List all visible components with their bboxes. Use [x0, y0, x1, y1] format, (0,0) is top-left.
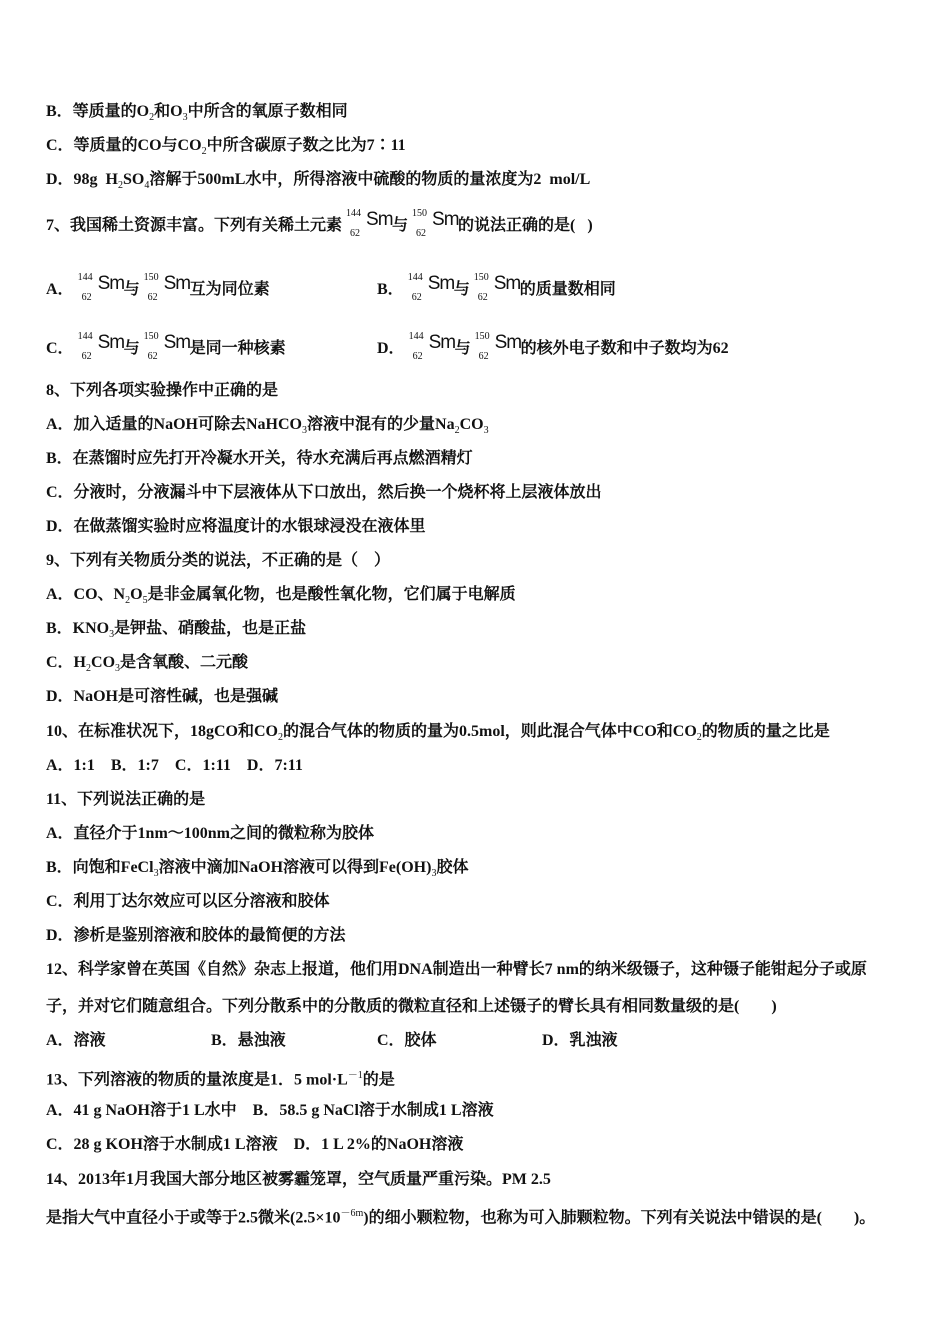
element-symbol: Sm [432, 209, 459, 230]
atomic-number: 62 [147, 292, 158, 303]
text-line [46, 653, 248, 677]
text-line [46, 1204, 875, 1228]
text-run: 9、下列有关物质分类的说法，不正确的是（ ） [46, 552, 391, 569]
text-line [46, 960, 867, 984]
option-item [377, 272, 616, 303]
text-run: A．加入适量的NaOH可除去NaHCO [46, 416, 303, 433]
atomic-number: 62 [81, 292, 92, 303]
subscript: 3 [302, 425, 308, 437]
text-line [46, 483, 602, 507]
text-line [46, 1135, 463, 1159]
atomic-number: 62 [147, 351, 158, 362]
nuclide-symbol [412, 208, 459, 239]
atomic-number: 62 [81, 351, 92, 362]
text-run: CO [91, 654, 116, 671]
text-run: D．98g H [46, 171, 119, 188]
subscript: 3 [182, 112, 188, 124]
option-item [46, 272, 270, 303]
text-run: 的是 [362, 1071, 395, 1089]
text-line [46, 102, 348, 126]
text-line [46, 926, 346, 950]
nuclide-symbol [143, 272, 191, 303]
text-run: O [130, 586, 143, 603]
subscript: 2 [201, 146, 207, 158]
text-run: 的混合气体的物质的量为0.5mol，则此混合气体中CO和CO [283, 723, 697, 740]
text-line [46, 381, 278, 405]
element-symbol: Sm [163, 273, 191, 294]
text-line [46, 170, 590, 194]
text-run: 的质量数相同 [519, 281, 616, 298]
text-run: 是钾盐、硝酸盐，也是正盐 [114, 620, 307, 637]
text-run: 中所含碳原子数之比为7∶11 [206, 137, 406, 154]
text-run: 子，并对它们随意组合。下列分散系中的分散质的微粒直径和上述镊子的臂长具有相同数量级的是( ) [46, 998, 777, 1015]
mass-number: 150 [474, 331, 490, 342]
text-line [46, 208, 593, 240]
option-item: C．胶体 [377, 1032, 437, 1049]
text-line [46, 1101, 494, 1125]
subscript: 2 [278, 732, 284, 744]
text-run: 中所含的氧原子数相同 [187, 103, 348, 120]
text-run: 的物质的量之比是 [701, 723, 830, 740]
option-item: A．溶液 [46, 1032, 106, 1049]
mass-number: 150 [143, 272, 159, 283]
text-run: 10、在标准状况下，18gCO和CO [46, 723, 279, 740]
mass-number: 144 [407, 272, 423, 283]
text-run: D． [377, 340, 405, 357]
text-run: D．渗析是鉴别溶液和胶体的最简便的方法 [46, 927, 346, 944]
text-line [46, 790, 205, 814]
superscript: －6m [340, 1208, 364, 1219]
nuclide-symbol [407, 272, 455, 303]
text-run: 是含氧酸、二元酸 [120, 654, 249, 671]
text-run: D．NaOH是可溶性碱，也是强碱 [46, 688, 279, 705]
atomic-number: 62 [412, 351, 423, 362]
nuclide-symbol [143, 331, 191, 362]
subscript: 3 [109, 629, 115, 641]
text-line [46, 824, 374, 848]
text-line [46, 415, 489, 439]
text-run: A．1:1 B．1:7 C．1:11 D．7:11 [46, 757, 303, 774]
text-line [46, 517, 426, 541]
text-line [46, 1170, 551, 1194]
atomic-number: 62 [411, 292, 422, 303]
text-run: C．分液时，分液漏斗中下层液体从下口放出，然后换一个烧杯将上层液体放出 [46, 484, 602, 501]
text-run: C．H [46, 654, 87, 671]
subscript: 2 [149, 112, 155, 124]
text-run: D．在做蒸馏实验时应将温度计的水银球浸没在液体里 [46, 518, 426, 535]
text-run: B． [377, 281, 404, 298]
text-line [46, 687, 278, 711]
nuclide-symbol [473, 272, 521, 303]
option-item: B．悬浊液 [211, 1032, 286, 1049]
text-run: 的核外电子数和中子数均为62 [520, 340, 729, 357]
text-line [46, 136, 406, 160]
text-run: C． [46, 340, 74, 357]
text-run: 7、我国稀土资源丰富。下列有关稀土元素 [46, 217, 343, 234]
text-run: A．CO、N [46, 586, 126, 603]
text-run: C．利用丁达尔效应可以区分溶液和胶体 [46, 893, 330, 910]
text-line [46, 756, 303, 780]
text-run: C．等质量的CO与CO [46, 137, 202, 154]
mass-number: 144 [77, 331, 93, 342]
text-run: 11、下列说法正确的是 [46, 791, 206, 808]
subscript: 4 [144, 180, 150, 192]
text-line [46, 1066, 395, 1090]
subscript: 2 [118, 180, 124, 192]
text-line [46, 331, 906, 362]
text-line [46, 619, 306, 643]
text-run: 与 [392, 217, 409, 234]
text-line [46, 722, 830, 746]
subscript: 3 [431, 868, 437, 880]
text-run: A．直径介于1nm～100nm之间的微粒称为胶体 [46, 825, 375, 842]
mass-number: 144 [77, 272, 93, 283]
atomic-number: 62 [350, 228, 361, 239]
text-run: 胶体 [436, 859, 469, 876]
text-run: 是指大气中直径小于或等于2.5微米(2.5×10 [46, 1209, 341, 1227]
element-symbol: Sm [97, 332, 125, 353]
option-item [46, 331, 286, 362]
text-run: 的说法正确的是( ) [458, 217, 593, 234]
text-line [46, 997, 777, 1021]
mass-number: 150 [412, 208, 428, 219]
atomic-number: 62 [477, 292, 488, 303]
element-symbol: Sm [427, 273, 455, 294]
text-line [46, 449, 473, 473]
option-item: D．乳浊液 [542, 1032, 618, 1049]
element-symbol: Sm [366, 209, 393, 230]
text-line [46, 551, 390, 575]
superscript: －1 [347, 1070, 363, 1081]
text-run: 与 [454, 340, 471, 357]
element-symbol: Sm [493, 273, 521, 294]
text-run: )的细小颗粒物，也称为可入肺颗粒物。下列有关说法中错误的是( )。 [363, 1209, 876, 1227]
mass-number: 144 [408, 331, 424, 342]
text-run: B．在蒸馏时应先打开冷凝水开关，待水充满后再点燃酒精灯 [46, 450, 473, 467]
text-run: B．KNO [46, 620, 110, 637]
text-run: 与 [123, 281, 140, 298]
text-run: 是非金属氧化物，也是酸性氧化物，它们属于电解质 [147, 586, 516, 603]
text-run: 是同一种核素 [189, 340, 286, 357]
mass-number: 150 [473, 272, 489, 283]
text-line [46, 585, 516, 609]
subscript: 3 [483, 425, 489, 437]
text-run: 14、2013年1月我国大部分地区被雾霾笼罩，空气质量严重污染。PM 2.5 [46, 1171, 551, 1188]
text-line [46, 1031, 906, 1055]
text-run: B．等质量的O [46, 103, 150, 120]
text-run: 8、下列各项实验操作中正确的是 [46, 382, 279, 399]
element-symbol: Sm [163, 332, 191, 353]
text-line [46, 858, 468, 882]
mass-number: 144 [346, 208, 362, 219]
text-run: 溶液中混有的少量Na [307, 416, 455, 433]
subscript: 2 [125, 595, 131, 607]
atomic-number: 62 [416, 228, 427, 239]
subscript: 3 [115, 663, 121, 675]
atomic-number: 62 [478, 351, 489, 362]
text-run: A．41 g NaOH溶于1 L水中 B．58.5 g NaCl溶于水制成1 L溶液 [46, 1102, 494, 1119]
element-symbol: Sm [97, 273, 125, 294]
subscript: 2 [86, 663, 92, 675]
element-symbol: Sm [428, 332, 456, 353]
text-line [46, 272, 906, 303]
subscript: 2 [696, 732, 702, 744]
text-run: C．28 g KOH溶于水制成1 L溶液 D．1 L 2%的NaOH溶液 [46, 1136, 464, 1153]
text-run: B．向饱和FeCl [46, 859, 154, 876]
option-item [377, 331, 729, 362]
text-run: 与 [123, 340, 140, 357]
subscript: 3 [153, 868, 159, 880]
text-run: CO [459, 416, 484, 433]
text-run: 溶液中滴加NaOH溶液可以得到Fe(OH) [158, 859, 432, 876]
text-run: 和O [154, 103, 183, 120]
text-line [46, 892, 330, 916]
nuclide-symbol [474, 331, 522, 362]
subscript: 2 [454, 425, 460, 437]
text-run: 与 [453, 281, 470, 298]
text-run: A． [46, 281, 74, 298]
text-run: 12、科学家曾在英国《自然》杂志上报道，他们用DNA制造出一种臂长7 nm的纳米级镊子，这种镊子能钳起分子或原 [46, 961, 867, 978]
mass-number: 150 [143, 331, 159, 342]
nuclide-symbol [77, 272, 125, 303]
nuclide-symbol [77, 331, 125, 362]
nuclide-symbol [408, 331, 456, 362]
text-run: SO [123, 171, 145, 188]
nuclide-symbol [346, 208, 393, 239]
element-symbol: Sm [494, 332, 522, 353]
text-run: 13、下列溶液的物质的量浓度是1．5 mol·L [46, 1071, 348, 1089]
text-run: 溶解于500mL水中，所得溶液中硫酸的物质的量浓度为2 mol/L [149, 171, 591, 188]
text-run: 互为同位素 [189, 281, 270, 298]
subscript: 5 [142, 595, 148, 607]
